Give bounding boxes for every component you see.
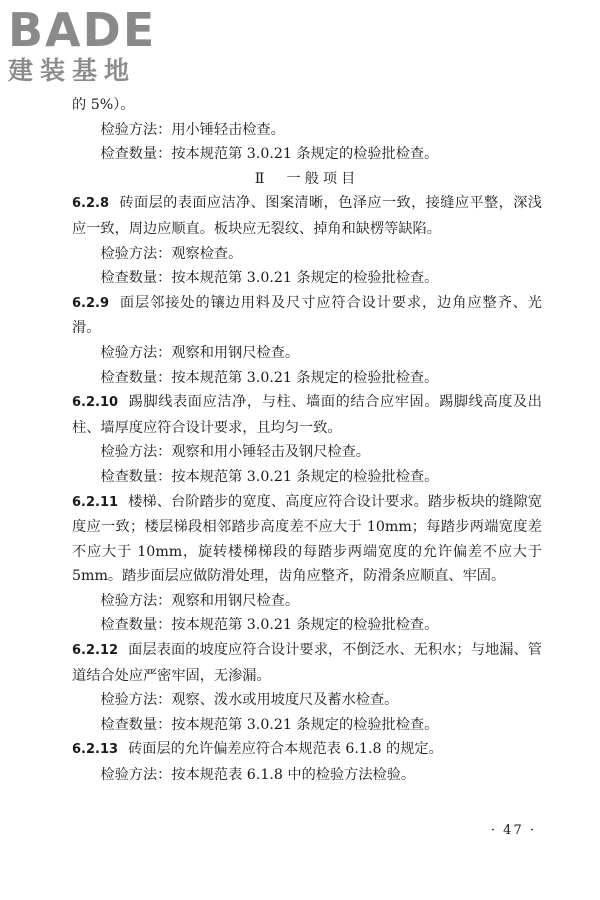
clause-text: 面层邻接处的镶边用料及尺寸应符合设计要求，边角应整齐、光滑。 xyxy=(72,294,542,337)
bade-logo xyxy=(8,4,178,86)
clause-paragraph xyxy=(72,737,542,763)
clause-text: 砖面层的允许偏差应符合本规范表 6.1.8 的规定。 xyxy=(128,741,443,758)
clause-number: 6.2.8 xyxy=(72,196,110,212)
inspection-line: 检验方法：观察和用钢尺检查。 xyxy=(100,344,300,361)
inspection-line: 检查数量：按本规范第 3.0.21 条规定的检验批检查。 xyxy=(100,468,439,485)
clause-paragraph xyxy=(72,291,542,341)
clause-number: 6.2.9 xyxy=(72,295,110,311)
inspection-line: 检查数量：按本规范第 3.0.21 条规定的检验批检查。 xyxy=(100,617,439,634)
clause-paragraph xyxy=(72,490,542,589)
logo-wordmark: BADE xyxy=(8,3,157,57)
clause-text: 踢脚线表面应洁净，与柱、墙面的结合应牢固。踢脚线高度及出柱、墙厚度应符合设计要求，且均匀一致。 xyxy=(72,394,542,436)
inspection-line: 检验方法：观察检查。 xyxy=(100,245,243,262)
inspection-line: 检查数量：按本规范第 3.0.21 条规定的检验批检查。 xyxy=(100,146,439,163)
inspection-line: 检验方法：观察和用小锤轻击及钢尺检查。 xyxy=(100,444,370,461)
clause-text: 面层表面的坡度应符合设计要求，不倒泛水、无积水；与地漏、管道结合处应严密牢固，无渗漏。 xyxy=(72,642,542,684)
clause-number: 6.2.12 xyxy=(72,643,119,659)
clause-paragraph xyxy=(72,191,542,241)
continued-text: 的 5%）。 xyxy=(72,97,135,113)
inspection-line: 检查数量：按本规范第 3.0.21 条规定的检验批检查。 xyxy=(100,270,439,287)
clause-number: 6.2.10 xyxy=(72,395,119,411)
inspection-line: 检验方法：按本规范表 6.1.8 中的检验方法检验。 xyxy=(100,767,416,784)
clause-number: 6.2.11 xyxy=(72,494,119,510)
inspection-line: 检查数量：按本规范第 3.0.21 条规定的检验批检查。 xyxy=(100,716,439,733)
document-body xyxy=(72,93,542,788)
inspection-line: 检查数量：按本规范第 3.0.21 条规定的检验批检查。 xyxy=(100,369,439,386)
inspection-line: 检验方法：用小锤轻击检查。 xyxy=(100,121,285,138)
clause-text: 楼梯、台阶踏步的宽度、高度应符合设计要求。踏步板块的缝隙宽度应一致；楼层梯段相邻踏步高度差不应大于 10mm；每踏步两端宽度差不应大于 10mm，旋转楼梯梯段的每踏步两端宽度的允许偏差不应大于 5mm。踏步面层应做防滑处理，齿角应整齐，防滑条应顺直、牢固。 xyxy=(72,493,542,585)
clause-paragraph xyxy=(72,390,542,440)
logo-subtitle: 建装基地 xyxy=(8,56,137,85)
page-number: · 47 · xyxy=(490,823,536,838)
inspection-line: 检验方法：观察、泼水或用坡度尺及蓄水检查。 xyxy=(100,692,399,709)
clause-paragraph xyxy=(72,638,542,688)
inspection-line: 检验方法：观察和用钢尺检查。 xyxy=(100,592,300,609)
section-subheading: Ⅱ 一般项目 xyxy=(254,170,360,187)
clause-number: 6.2.13 xyxy=(72,742,119,758)
clause-text: 砖面层的表面应洁净、图案清晰，色泽应一致，接缝应平整，深浅应一致，周边应顺直。板块应无裂纹、掉角和缺楞等缺陷。 xyxy=(72,195,542,237)
